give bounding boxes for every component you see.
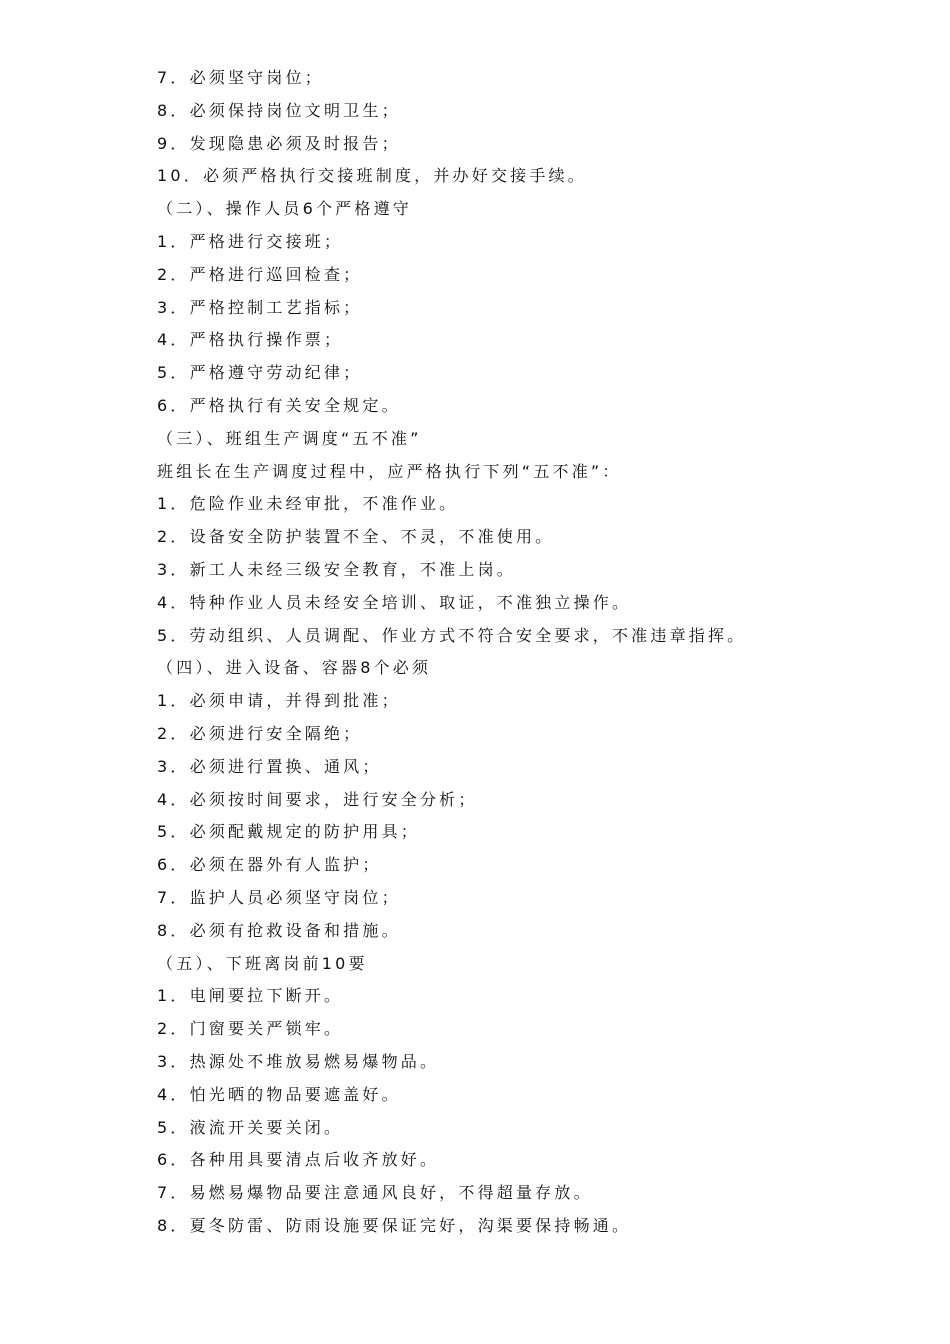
list-item: 1．电闸要拉下断开。 [157, 986, 344, 1006]
section-heading: （二）、操作人员6个严格遵守 [157, 199, 412, 219]
list-item: 2．严格进行巡回检查； [157, 264, 363, 284]
list-item: 3．新工人未经三级安全教育，不准上岗。 [157, 559, 516, 579]
list-item: 3．严格控制工艺指标； [157, 297, 363, 317]
list-item: 4．必须按时间要求，进行安全分析； [157, 789, 478, 809]
list-item: 9．发现隐患必须及时报告； [157, 133, 401, 153]
list-item: 3．热源处不堆放易燃易爆物品。 [157, 1051, 440, 1071]
list-item: 1．危险作业未经审批，不准作业。 [157, 494, 459, 514]
list-item: 1．严格进行交接班； [157, 231, 344, 251]
list-item: 8．夏冬防雷、防雨设施要保证完好，沟渠要保持畅通。 [157, 1215, 632, 1235]
list-item: 2．门窗要关严锁牢。 [157, 1019, 344, 1039]
section-heading: （四）、进入设备、容器8个必须 [157, 658, 432, 678]
list-item: 6．各种用具要清点后收齐放好。 [157, 1150, 440, 1170]
list-item: 3．必须进行置换、通风； [157, 756, 382, 776]
list-item: 1．必须申请，并得到批准； [157, 691, 401, 711]
list-item: 6．严格执行有关安全规定。 [157, 395, 401, 415]
list-item: 5．必须配戴规定的防护用具； [157, 822, 420, 842]
list-item: 4．严格执行操作票； [157, 330, 344, 350]
list-item: 7．易燃易爆物品要注意通风良好，不得超量存放。 [157, 1183, 593, 1203]
list-item: 7．监护人员必须坚守岗位； [157, 887, 401, 907]
list-item: 2．必须进行安全隔绝； [157, 723, 363, 743]
list-item: 10．必须严格执行交接班制度，并办好交接手续。 [157, 166, 587, 186]
paragraph: 班组长在生产调度过程中，应严格执行下列“五不准”： [157, 461, 622, 481]
list-item: 5．劳动组织、人员调配、作业方式不符合安全要求，不准违章指挥。 [157, 625, 747, 645]
list-item: 8．必须保持岗位文明卫生； [157, 100, 401, 120]
list-item: 5．液流开关要关闭。 [157, 1117, 344, 1137]
list-item: 2．设备安全防护装置不全、不灵，不准使用。 [157, 527, 555, 547]
list-item: 8．必须有抢救设备和措施。 [157, 920, 401, 940]
section-heading: （三）、班组生产调度“五不准” [157, 428, 422, 448]
list-item: 7．必须坚守岗位； [157, 68, 324, 87]
list-item: 4．怕光晒的物品要遮盖好。 [157, 1084, 401, 1104]
list-item: 6．必须在器外有人监护； [157, 855, 382, 875]
section-heading: （五）、下班离岗前10要 [157, 953, 368, 973]
list-item: 4．特种作业人员未经安全培训、取证，不准独立操作。 [157, 592, 632, 612]
list-item: 5．严格遵守劳动纪律； [157, 363, 363, 383]
document-body [157, 62, 917, 1243]
